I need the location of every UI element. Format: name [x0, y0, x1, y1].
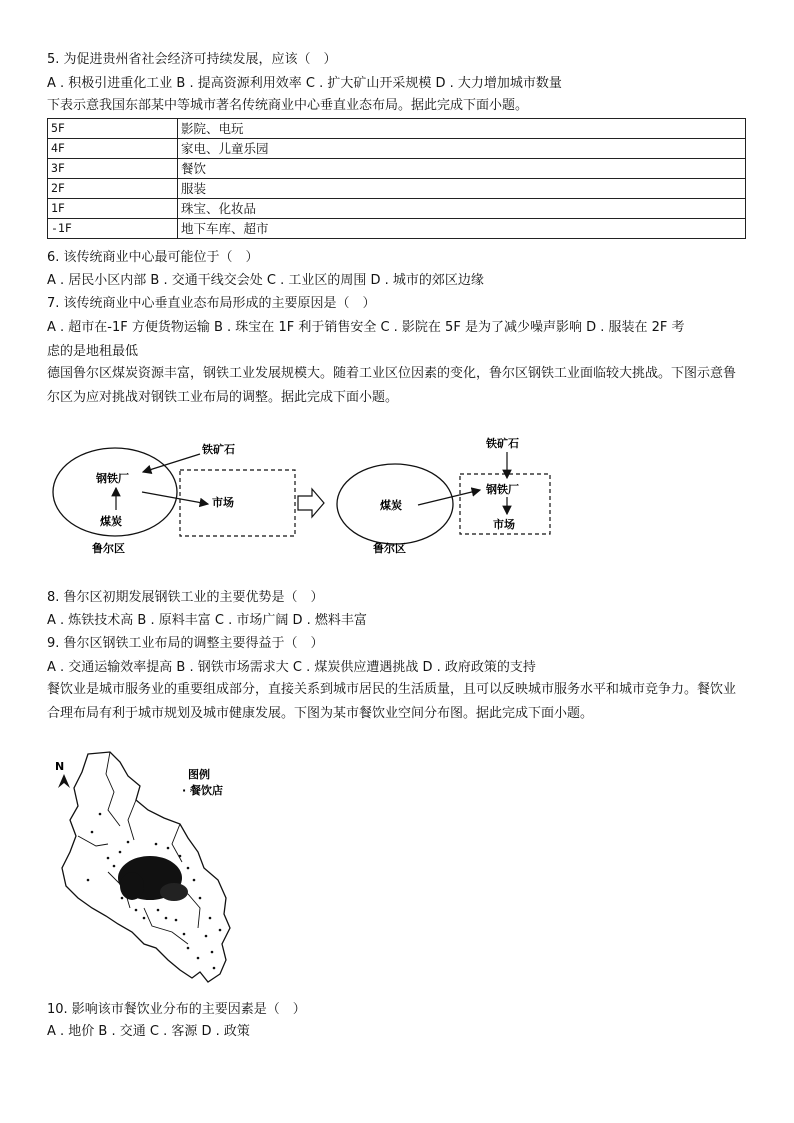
q10-options: A . 地价 B . 交通 C . 客源 D . 政策 [47, 1024, 250, 1039]
q6-stem: 6. 该传统商业中心最可能位于（ ） [47, 250, 259, 265]
steel-plant-label-before: 钢铁厂 [96, 472, 129, 485]
floor-cell: -1F [48, 219, 178, 239]
q9-options: A . 交通运输效率提高 B . 钢铁市场需求大 C . 煤炭供应遭遇挑战 D . 政府政策的支持 [47, 660, 536, 675]
transition-arrow-icon [298, 489, 324, 517]
coal-label-before: 煤炭 [100, 515, 122, 528]
q7-options-line2: 虑的是地租最低 [47, 344, 139, 359]
q5-stem: 5. 为促进贵州省社会经济可持续发展，应该（ ） [47, 52, 337, 67]
passage-mall: 下表示意我国东部某中等城市著名传统商业中心垂直业态布局。据此完成下面小题。 [47, 98, 529, 113]
floor-cell: 5F [48, 119, 178, 139]
iron-ore-label-before: 铁矿石 [202, 443, 235, 456]
table-row [48, 199, 746, 219]
legend-item: · 餐饮店 [182, 784, 224, 797]
q10-stem: 10. 影响该市餐饮业分布的主要因素是（ ） [47, 1002, 306, 1017]
coal-label-after: 煤炭 [380, 499, 402, 512]
floor-cell: 4F [48, 139, 178, 159]
table-row [48, 179, 746, 199]
use-cell: 服装 [178, 179, 746, 199]
passage-ruhr: 德国鲁尔区煤炭资源丰富，钢铁工业发展规模大。随着工业区位因素的变化，鲁尔区钢铁工业面临较大挑战。下图示意鲁尔区为应对挑战对钢铁工业布局的调整。据此完成下面小题。 [47, 366, 737, 405]
legend-title: 图例 [188, 768, 210, 781]
ruhr-layout-figure [40, 430, 560, 560]
north-arrow-icon [58, 774, 70, 788]
passage-food: 餐饮业是城市服务业的重要组成部分，直接关系到城市居民的生活质量，且可以反映城市服务水平和城市竞争力。餐饮业合理布局有利于城市规划及城市健康发展。下图为某市餐饮业空间分布图。据此完成下面小题。 [47, 682, 737, 721]
q7-options-line1: A . 超市在-1F 方便货物运输 B . 珠宝在 1F 利于销售安全 C . 影院在 5F 是为了减少噪声影响 D . 服装在 2F 考 [47, 320, 685, 335]
market-label-after: 市场 [493, 518, 515, 531]
market-label-before: 市场 [212, 496, 234, 509]
region-label-after: 鲁尔区 [373, 542, 406, 555]
table-row [48, 139, 746, 159]
floor-cell: 3F [48, 159, 178, 179]
table-row [48, 119, 746, 139]
iron-ore-label-after: 铁矿石 [486, 437, 519, 450]
floor-layout-table [47, 118, 746, 239]
use-cell: 影院、电玩 [178, 119, 746, 139]
use-cell: 地下车库、超市 [178, 219, 746, 239]
q9-stem: 9. 鲁尔区钢铁工业布局的调整主要得益于（ ） [47, 636, 324, 651]
market-box-before [180, 470, 295, 536]
use-cell: 餐饮 [178, 159, 746, 179]
q8-stem: 8. 鲁尔区初期发展钢铁工业的主要优势是（ ） [47, 590, 324, 605]
q5-options: A . 积极引进重化工业 B . 提高资源利用效率 C . 扩大矿山开采规模 D . 大力增加城市数量 [47, 76, 562, 91]
floor-cell: 1F [48, 199, 178, 219]
restaurant-cluster-west [120, 872, 144, 900]
q7-stem: 7. 该传统商业中心垂直业态布局形成的主要原因是（ ） [47, 296, 376, 311]
q8-options: A . 炼铁技术高 B . 原料丰富 C . 市场广阔 D . 燃料丰富 [47, 613, 367, 628]
table-row [48, 159, 746, 179]
steel-plant-label-after: 钢铁厂 [486, 483, 519, 496]
north-label: N [55, 760, 65, 773]
use-cell: 家电、儿童乐园 [178, 139, 746, 159]
coal-to-steel-arrow-after [418, 490, 480, 505]
q6-options: A . 居民小区内部 B . 交通干线交会处 C . 工业区的周围 D . 城市的郊区边缘 [47, 273, 484, 288]
table-row [48, 219, 746, 239]
floor-cell: 2F [48, 179, 178, 199]
region-label-before: 鲁尔区 [92, 542, 125, 555]
use-cell: 珠宝、化妆品 [178, 199, 746, 219]
restaurant-map [48, 748, 278, 993]
restaurant-cluster-east [160, 883, 188, 901]
